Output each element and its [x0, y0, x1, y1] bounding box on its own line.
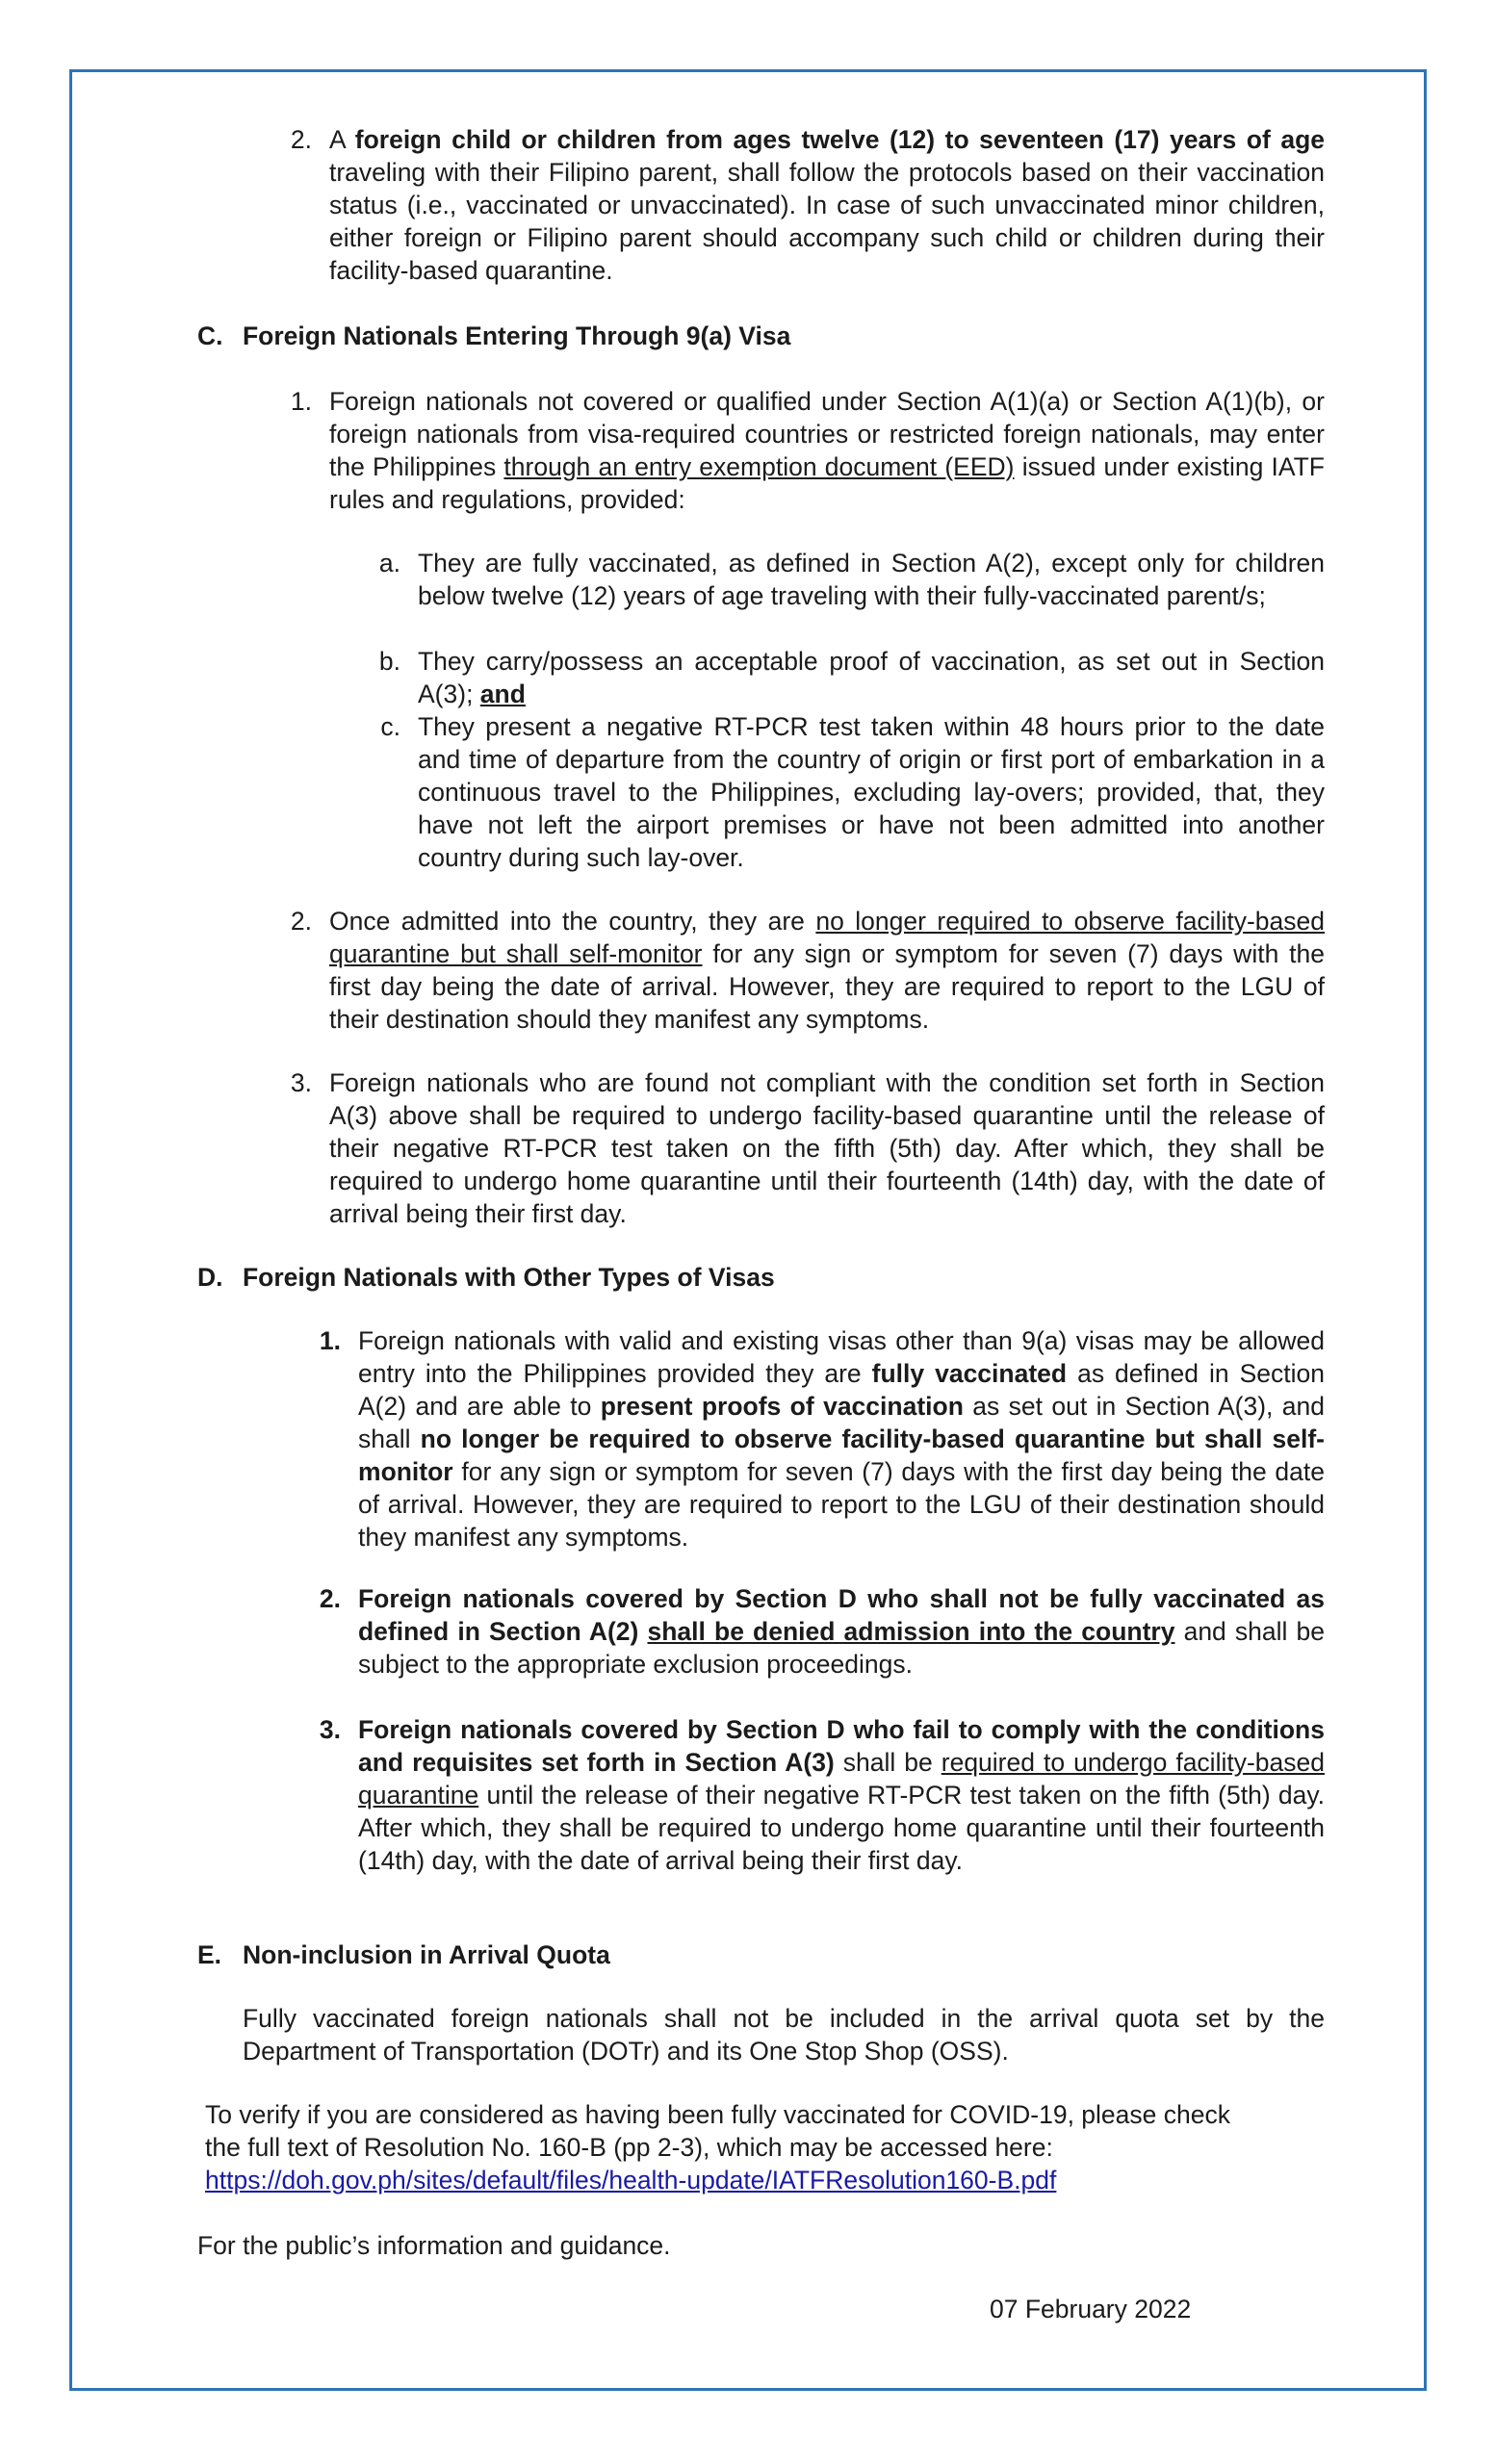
list-number: 2.: [290, 125, 312, 154]
paragraph-c1c: They present a negative RT-PCR test taken within 48 hours prior to the date and time of departure from the country of origin or first port of embarkation in a continuous travel to the Philippines, excluding lay-overs; provided, that, they have not left the airport premises or have not been admitted into another country during such lay-over.: [418, 712, 1325, 872]
list-number: 2.: [290, 907, 312, 936]
sub-label: c.: [380, 712, 400, 741]
paragraph-c1: Foreign nationals not covered or qualified under Section A(1)(a) or Section A(1)(b), or foreign nationals from visa-required countries or restricted foreign nationals, may enter the Philippines through an entry exemption document (EED) issued under existing IATF rules and regulations, provided:: [329, 387, 1325, 514]
document-date: 07 February 2022: [990, 2295, 1192, 2323]
sub-label: b.: [378, 647, 400, 676]
section-c-letter: C.: [197, 321, 223, 350]
paragraph-d1: Foreign nationals with valid and existing visas other than 9(a) visas may be allowed entry into the Philippines provided they are fully vaccinated as defined in Section A(2) and are able to present proofs of vaccination as set out in Section A(3), and shall no longer be required to observe facility-based quarantine but shall self-monitor for any sign or symptom for seven (7) days with the first day being the date of arrival. However, they are required to report to the LGU of their destination should they manifest any symptoms.: [358, 1326, 1325, 1552]
list-number: 3.: [319, 1715, 341, 1744]
closing-statement: For the public’s information and guidance.: [197, 2231, 671, 2260]
paragraph-c1b: They carry/possess an acceptable proof of vaccination, as set out in Section A(3); and: [418, 647, 1325, 708]
paragraph-b2: A foreign child or children from ages twelve (12) to seventeen (17) years of age traveling with their Filipino parent, shall follow the protocols based on their vaccination status (i.e., vaccinated or unvaccinated). In case of such unvaccinated minor children, either foreign or Filipino parent should accompany such child or children during their facility-based quarantine.: [329, 125, 1326, 285]
paragraph-d2: Foreign nationals covered by Section D who shall not be fully vaccinated as defined in Section A(2) shall be denied admission into the country and shall be subject to the appropriate exclusion proceedings.: [358, 1584, 1326, 1679]
resolution-link-wrap: [205, 2164, 1360, 2196]
section-d-letter: D.: [197, 1263, 223, 1292]
list-number: 3.: [290, 1068, 312, 1097]
section-c-title: Foreign Nationals Entering Through 9(a) Visa: [243, 321, 791, 350]
paragraph-d3: Foreign nationals covered by Section D who fail to comply with the conditions and requisites set forth in Section A(3) shall be required to undergo facility-based quarantine until the release of their negative RT-PCR test taken on the fifth (5th) day. After which, they shall be required to undergo home quarantine until their fourteenth (14th) day, with the date of arrival being their first day.: [358, 1715, 1325, 1875]
list-number: 1.: [319, 1326, 341, 1355]
verify-line-2: the full text of Resolution No. 160-B (pp 2-3), which may be accessed here:: [205, 2133, 1053, 2162]
section-d-title: Foreign Nationals with Other Types of Visas: [243, 1263, 775, 1292]
paragraph-c3: Foreign nationals who are found not compliant with the condition set forth in Section A(3) above shall be required to undergo facility-based quarantine until the release of their negative RT-PCR test taken on the fifth (5th) day. After which, they shall be required to undergo home quarantine until their fourteenth (14th) day, with the date of arrival being their first day.: [329, 1068, 1325, 1228]
list-number: 2.: [319, 1584, 341, 1613]
list-number: 1.: [290, 387, 312, 416]
paragraph-c1a: They are fully vaccinated, as defined in Section A(2), except only for children below twelve (12) years of age traveling with their fully-vaccinated parent/s;: [418, 549, 1325, 610]
sub-label: a.: [378, 549, 400, 578]
section-e-letter: E.: [197, 1940, 222, 1969]
verify-line-1: To verify if you are considered as having been fully vaccinated for COVID-19, please check: [205, 2100, 1230, 2129]
resolution-link[interactable]: https://doh.gov.ph/sites/default/files/health-update/IATFResolution160-B.pdf: [205, 2166, 1057, 2194]
section-e-title: Non-inclusion in Arrival Quota: [243, 1940, 610, 1969]
paragraph-c2: Once admitted into the country, they are no longer required to observe facility-based quarantine but shall self-monitor for any sign or symptom for seven (7) days with the first day being the date of arrival. However, they are required to report to the LGU of their destination should they manifest any symptoms.: [329, 907, 1325, 1034]
paragraph-e: Fully vaccinated foreign nationals shall not be included in the arrival quota set by the Department of Transportation (DOTr) and its One Stop Shop (OSS).: [243, 2004, 1325, 2066]
